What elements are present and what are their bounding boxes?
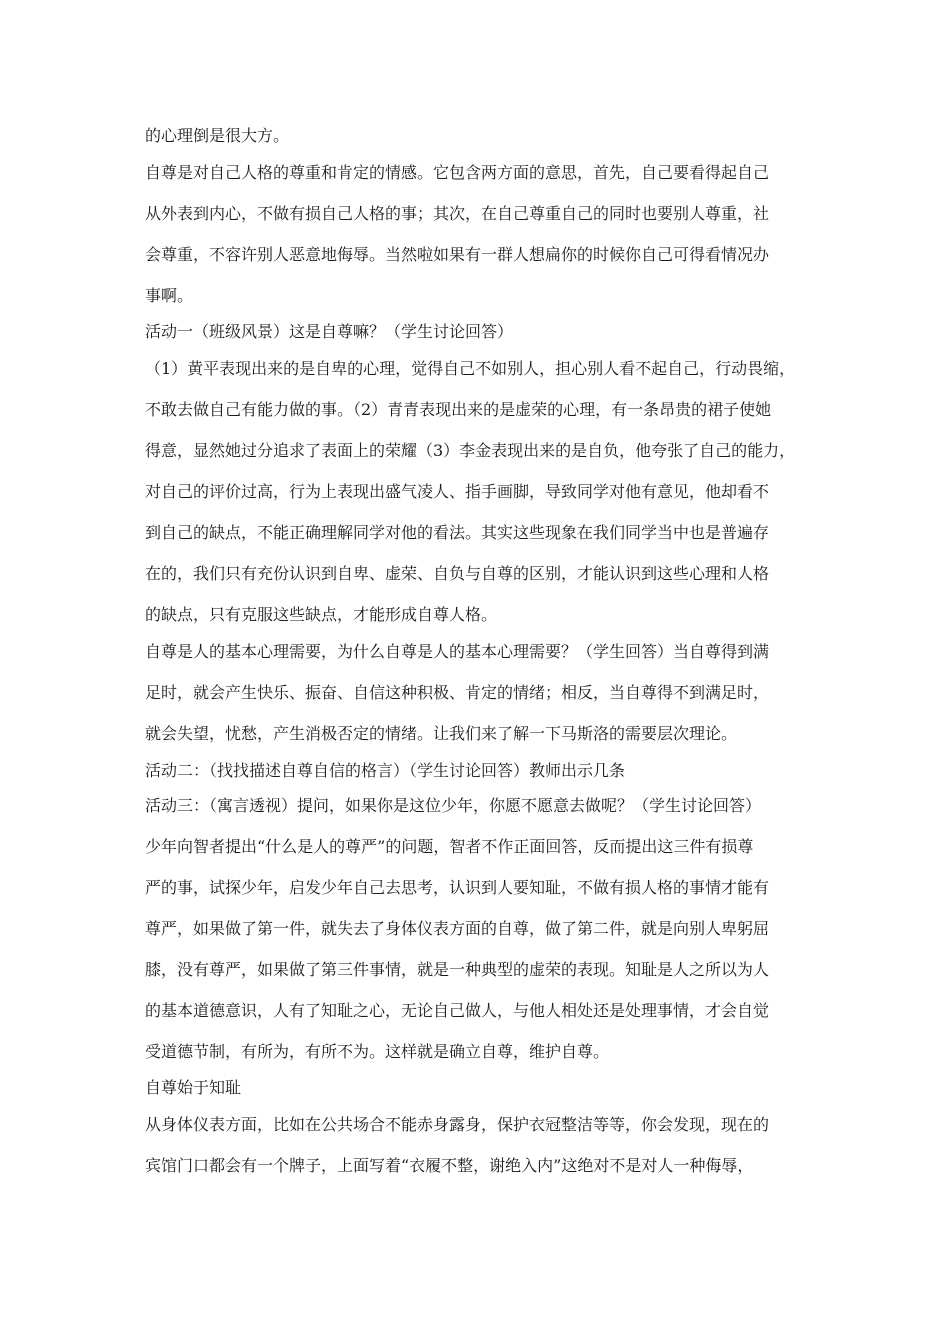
- text-line: 严的事，试探少年，启发少年自己去思考，认识到人要知耻，不做有损人格的事情才能有: [145, 878, 770, 897]
- text-line: 自尊是人的基本心理需要，为什么自尊是人的基本心理需要？（学生回答）当自尊得到满: [145, 642, 770, 661]
- text-line: 活动一（班级风景）这是自尊嘛？（学生讨论回答）: [145, 322, 514, 341]
- text-line: （1）黄平表现出来的是自卑的心理，觉得自己不如别人，担心别人看不起自己，行动畏缩，: [145, 359, 796, 378]
- text-line: 不敢去做自己有能力做的事。（2）青青表现出来的是虚荣的心理，有一条昂贵的裙子使她: [145, 400, 772, 419]
- text-line: 事啊。: [145, 286, 194, 305]
- text-line: 自尊是对自己人格的尊重和肯定的情感。它包含两方面的意思，首先，自己要看得起自己: [145, 163, 770, 182]
- text-line: 就会失望，忧愁，产生消极否定的情绪。让我们来了解一下马斯洛的需要层次理论。: [145, 724, 738, 743]
- text-line: 的心理倒是很大方。: [145, 126, 290, 145]
- text-line: 活动二：（找找描述自尊自信的格言）（学生讨论回答）教师出示几条: [145, 761, 626, 780]
- text-line: 膝，没有尊严，如果做了第三件事情，就是一种典型的虚荣的表现。知耻是人之所以为人: [145, 960, 770, 979]
- text-line: 尊严，如果做了第一件，就失去了身体仪表方面的自尊，做了第二件，就是向别人卑躬屈: [145, 919, 770, 938]
- text-line: 的基本道德意识，人有了知耻之心，无论自己做人，与他人相处还是处理事情，才会自觉: [145, 1001, 770, 1020]
- text-line: 受道德节制，有所为，有所不为。这样就是确立自尊，维护自尊。: [145, 1042, 610, 1061]
- text-line: 足时，就会产生快乐、振奋、自信这种积极、肯定的情绪；相反，当自尊得不到满足时，: [145, 683, 770, 702]
- text-line: 到自己的缺点，不能正确理解同学对他的看法。其实这些现象在我们同学当中也是普遍存: [145, 523, 770, 542]
- section-heading: 自尊始于知耻: [145, 1078, 242, 1097]
- text-line: 从外表到内心，不做有损自己人格的事；其次，在自己尊重自己的同时也要别人尊重，社: [145, 204, 770, 223]
- text-line: 会尊重，不容许别人恶意地侮辱。当然啦如果有一群人想扁你的时候你自己可得看情况办: [145, 245, 770, 264]
- text-line: 得意，显然她过分追求了表面上的荣耀（3）李金表现出来的是自负，他夸张了自己的能力，: [145, 441, 796, 460]
- text-line: 活动三：（寓言透视）提问，如果你是这位少年，你愿不愿意去做呢？（学生讨论回答）: [145, 796, 762, 815]
- text-line: 在的，我们只有充份认识到自卑、虚荣、自负与自尊的区别，才能认识到这些心理和人格: [145, 564, 770, 583]
- text-line: 对自己的评价过高，行为上表现出盛气凌人、指手画脚，导致同学对他有意见，他却看不: [145, 482, 770, 501]
- text-line: 少年向智者提出“什么是人的尊严”的问题，智者不作正面回答，反而提出这三件有损尊: [145, 837, 754, 856]
- text-line: 从身体仪表方面，比如在公共场合不能赤身露身，保护衣冠整洁等等，你会发现，现在的: [145, 1115, 770, 1134]
- text-line: 的缺点，只有克服这些缺点，才能形成自尊人格。: [145, 605, 498, 624]
- text-line: 宾馆门口都会有一个牌子，上面写着“衣履不整，谢绝入内”这绝对不是对人一种侮辱，: [145, 1156, 754, 1175]
